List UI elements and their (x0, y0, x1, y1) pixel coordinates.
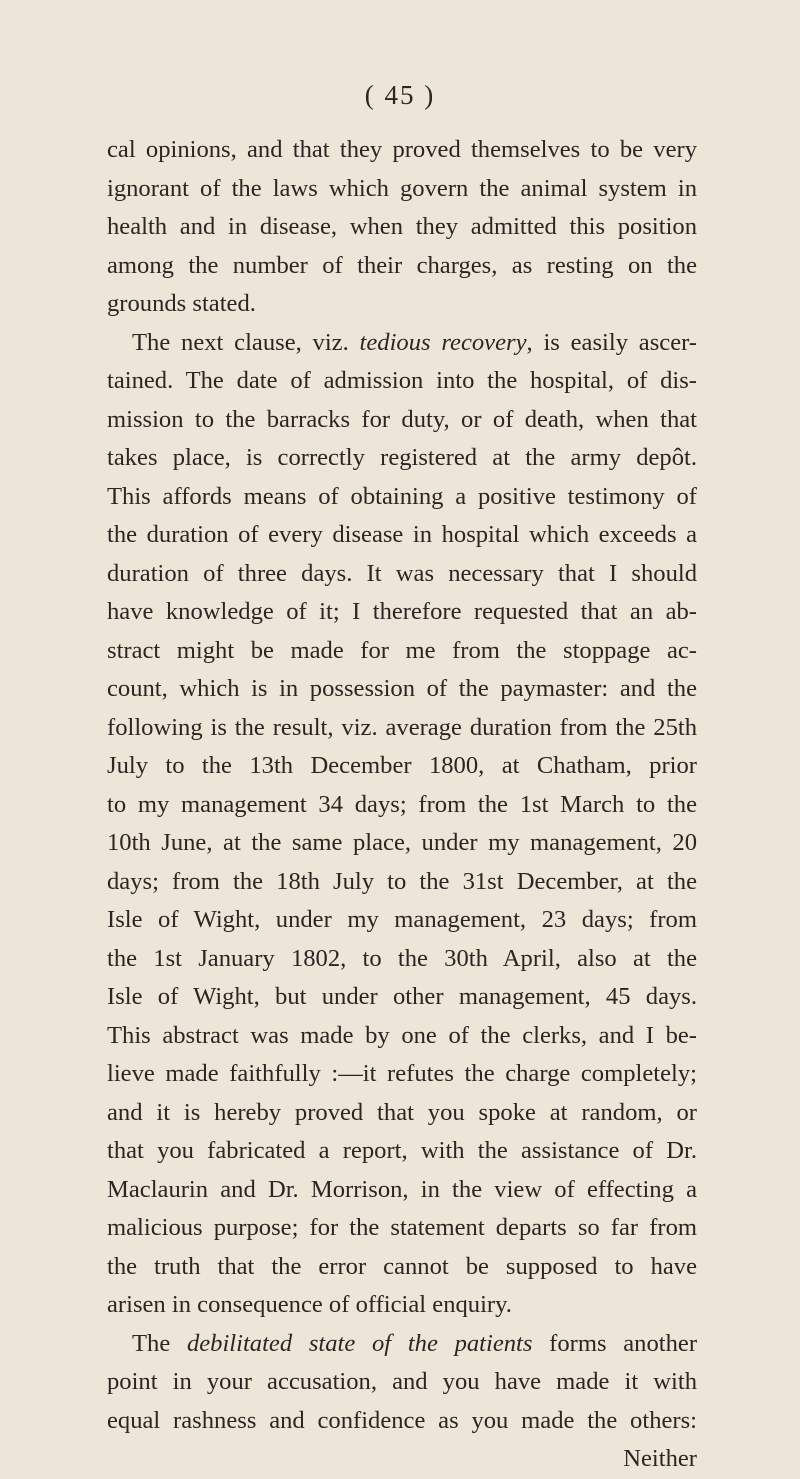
text-line: stract might be made for me from the stoppage ac- (107, 636, 697, 664)
text-line: ignorant of the laws which govern the animal system in (107, 174, 697, 202)
text-line: malicious purpose; for the statement departs so far from (107, 1214, 697, 1241)
text-line: Maclaurin and Dr. Morrison, in the view of effecting a (107, 1175, 697, 1203)
text-line: among the number of their charges, as resting on the (107, 251, 697, 279)
text-line: tained. The date of admission into the hospital, of dis- (107, 367, 697, 394)
text-line: This affords means of obtaining a positive testimony of (107, 482, 697, 510)
text-line: July to the 13th December 1800, at Chatham, prior (107, 752, 697, 779)
text-line: following is the result, viz. average duration from the 25th (107, 713, 697, 741)
text-line: equal rashness and confidence as you made the others: (107, 1406, 697, 1434)
text-line: the 1st January 1802, to the 30th April, also at the (107, 944, 697, 972)
text-line: have knowledge of it; I therefore requested that an ab- (107, 598, 697, 625)
italic-phrase: tedious recovery (359, 328, 527, 356)
text-line: point in your accusation, and you have made it with (107, 1368, 697, 1395)
text-line: days; from the 18th July to the 31st December, at the (107, 867, 697, 895)
page-number: ( 45 ) (364, 80, 436, 110)
text-line: duration of three days. It was necessary that I should (107, 559, 697, 587)
text-line-emph: The debilitated state of the patients forms another (132, 1329, 698, 1357)
text-line: cal opinions, and that they proved themselves to be very (107, 136, 697, 163)
text-line: arisen in consequence of official enquiry. (107, 1291, 512, 1318)
body-text (107, 131, 697, 1479)
text-line: count, which is in possession of the paymaster: and the (107, 675, 697, 702)
text-line: and it is hereby proved that you spoke at random, or (107, 1098, 697, 1126)
text-line: that you fabricated a report, with the assistance of Dr. (107, 1137, 697, 1164)
text-line: grounds stated. (107, 290, 256, 317)
text-line: to my management 34 days; from the 1st March to the (107, 790, 697, 818)
text-line: health and in disease, when they admitted this position (107, 213, 697, 240)
text-line: 10th June, at the same place, under my management, 20 (107, 829, 697, 856)
text-line: lieve made faithfully :—it refutes the charge completely; (107, 1060, 697, 1087)
text-line: the duration of every disease in hospital which exceeds a (107, 521, 697, 548)
text-line: Isle of Wight, under my management, 23 days; from (107, 906, 697, 933)
text-line: mission to the barracks for duty, or of death, when that (107, 405, 697, 433)
italic-phrase: debilitated state of the patients (186, 1329, 533, 1357)
catchword: Neither (623, 1445, 697, 1472)
text-line: takes place, is correctly registered at the army depôt. (107, 444, 697, 471)
text-line: This abstract was made by one of the clerks, and I be- (107, 1021, 697, 1049)
text-line: Isle of Wight, but under other management, 45 days. (107, 983, 697, 1010)
text-line-emph: The next clause, viz. tedious recovery, is easily ascer- (132, 328, 697, 356)
text-line: the truth that the error cannot be supposed to have (107, 1252, 697, 1280)
